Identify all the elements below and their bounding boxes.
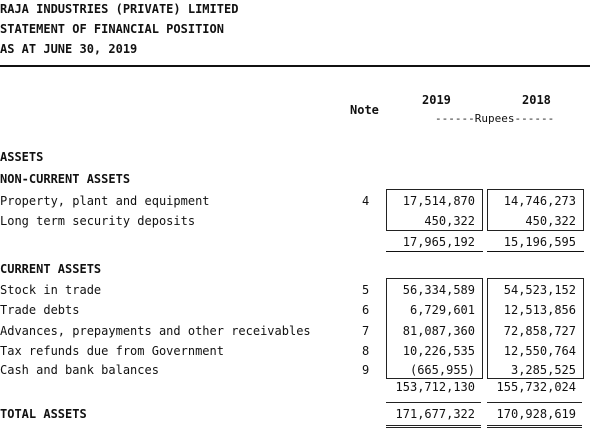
currency-label: ------Rupees------: [435, 112, 555, 125]
row-label: Advances, prepayments and other receivables: [0, 324, 311, 338]
value-2018: 3,285,525: [510, 363, 576, 377]
row-note: 9: [362, 363, 370, 377]
statement-title: STATEMENT OF FINANCIAL POSITION: [0, 22, 224, 36]
row-note: 8: [362, 344, 370, 358]
subtotal-underline-2019: [386, 251, 483, 252]
year-2019-header: 2019: [422, 93, 451, 107]
row-label: Stock in trade: [0, 283, 102, 297]
subtotal-2019: 153,712,130: [395, 380, 475, 394]
value-2019: 81,087,360: [402, 324, 475, 338]
header-rule: [0, 65, 590, 67]
total-assets-2018: 170,928,619: [487, 402, 582, 428]
note-column-header: Note: [350, 103, 379, 117]
value-2019: 17,514,870: [402, 194, 475, 208]
non-current-assets-heading: NON-CURRENT ASSETS: [0, 172, 131, 186]
row-note: 4: [362, 194, 370, 208]
value-2018: 14,746,273: [503, 194, 576, 208]
subtotal-2018: 15,196,595: [503, 235, 576, 249]
row-label: Cash and bank balances: [0, 363, 159, 377]
year-2018-header: 2018: [522, 93, 551, 107]
row-label: Trade debts: [0, 303, 80, 317]
row-note: 6: [362, 303, 370, 317]
value-2019: 450,322: [424, 214, 475, 228]
subtotal-2019: 17,965,192: [402, 235, 475, 249]
row-label: Long term security deposits: [0, 214, 196, 228]
value-2018: 72,858,727: [503, 324, 576, 338]
row-note: 5: [362, 283, 370, 297]
row-label: Tax refunds due from Government: [0, 344, 224, 358]
subtotal-2018: 155,732,024: [496, 380, 576, 394]
value-2018: 450,322: [525, 214, 576, 228]
value-2018: 12,513,856: [503, 303, 576, 317]
total-assets-label: TOTAL ASSETS: [0, 407, 87, 421]
value-2019: (665,955): [409, 363, 475, 377]
row-note: 7: [362, 324, 370, 338]
company-name: RAJA INDUSTRIES (PRIVATE) LIMITED: [0, 2, 239, 16]
value-2019: 6,729,601: [409, 303, 475, 317]
subtotal-underline-2018: [487, 251, 584, 252]
total-assets-2019: 171,677,322: [386, 402, 481, 428]
value-2019: 10,226,535: [402, 344, 475, 358]
current-assets-heading: CURRENT ASSETS: [0, 262, 102, 276]
value-2018: 12,550,764: [503, 344, 576, 358]
row-label: Property, plant and equipment: [0, 194, 210, 208]
assets-heading: ASSETS: [0, 150, 44, 164]
value-2018: 54,523,152: [503, 283, 576, 297]
statement-date: AS AT JUNE 30, 2019: [0, 42, 138, 56]
value-2019: 56,334,589: [402, 283, 475, 297]
